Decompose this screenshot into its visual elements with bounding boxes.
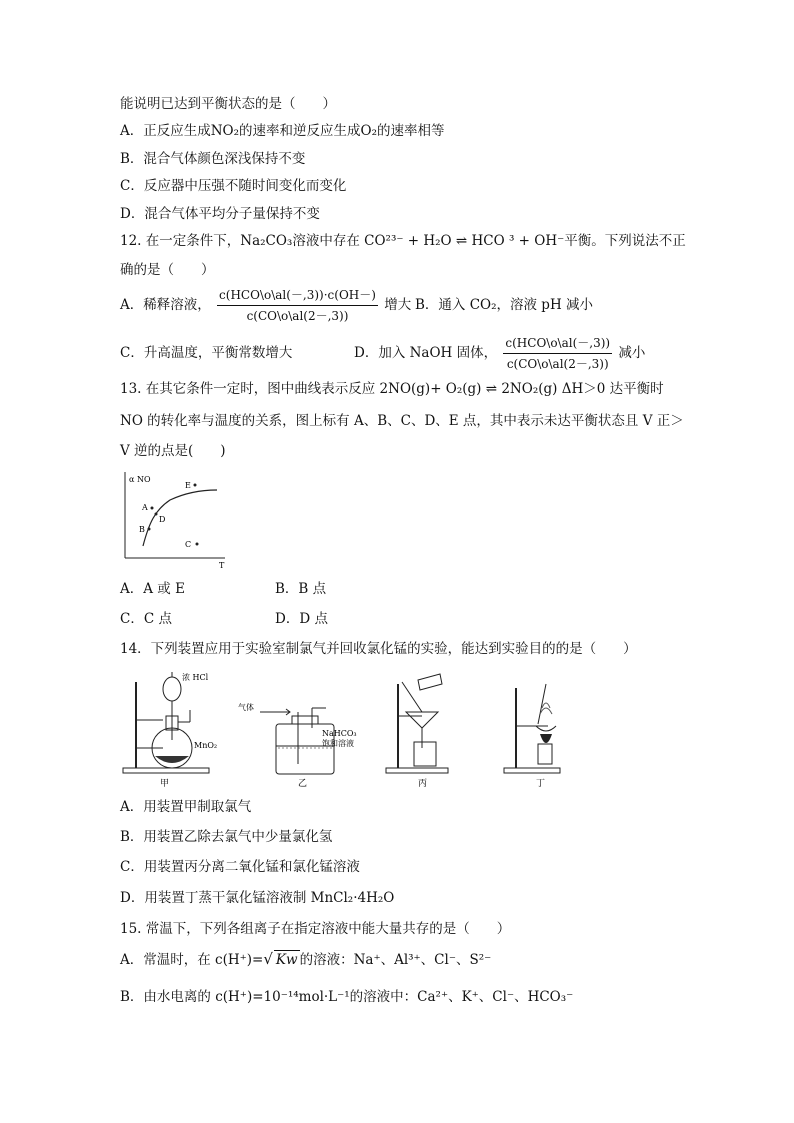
q12-a-denominator: c(CO\o\al(2－,3)) bbox=[246, 309, 349, 323]
q12-d-fraction bbox=[503, 334, 612, 373]
q11-option-a: A．正反应生成NO₂的速率和逆反应生成O₂的速率相等 bbox=[120, 123, 445, 139]
point-d bbox=[155, 513, 158, 516]
q13-stem-line1: 13. 在其它条件一定时，图中曲线表示反应 2NO(g)+ O₂(g) ⇌ 2NO₂(g) ΔH＞0 达平衡时 bbox=[120, 381, 664, 397]
label-yi: 乙 bbox=[298, 779, 308, 789]
q15-option-a bbox=[120, 950, 491, 969]
q15-a-prefix: A．常温时，在 c(H⁺)= bbox=[120, 952, 264, 968]
y-axis-label: α NO bbox=[129, 475, 151, 484]
x-axis-label: T bbox=[219, 561, 225, 570]
q15-a-sqrt: Kw bbox=[275, 952, 298, 968]
label-jia: 甲 bbox=[160, 779, 170, 789]
point-b-label: B bbox=[139, 525, 145, 534]
label-nahco3: NaHCO₃ bbox=[322, 729, 357, 738]
point-c-label: C bbox=[185, 540, 192, 549]
q14-apparatus-figure bbox=[118, 664, 578, 792]
sqrt-symbol: √ bbox=[263, 950, 273, 968]
q12-a-prefix: A．稀释溶液， bbox=[120, 297, 211, 313]
label-bing: 丙 bbox=[418, 779, 428, 789]
q13-option-b: B．B 点 bbox=[275, 581, 327, 597]
q13-option-c: C．C 点 bbox=[120, 611, 172, 627]
q11-option-b: B．混合气体颜色深浅保持不变 bbox=[120, 151, 306, 167]
label-gas: 气体 bbox=[238, 703, 254, 712]
point-a bbox=[151, 507, 154, 510]
q12-d-denominator: c(CO\o\al(2－,3)) bbox=[506, 357, 609, 371]
q12-stem-line1: 12. 在一定条件下，Na₂CO₃溶液中存在 CO²³⁻ + H₂O ⇌ HCO ³ + OH⁻平衡。下列说法不正 bbox=[120, 233, 686, 249]
q13-option-a: A．A 或 E bbox=[120, 581, 185, 597]
q13-option-d: D．D 点 bbox=[275, 611, 328, 627]
q14-option-d: D．用装置丁蒸干氯化锰溶液制 MnCl₂·4H₂O bbox=[120, 890, 395, 906]
q12-d-prefix: D．加入 NaOH 固体， bbox=[354, 345, 498, 361]
q14-option-b: B．用装置乙除去氯气中少量氯化氢 bbox=[120, 829, 333, 845]
point-d-label: D bbox=[159, 515, 166, 524]
point-a-label: A bbox=[142, 503, 148, 512]
q12-d-numerator: c(HCO\o\al(－,3)) bbox=[503, 334, 612, 354]
label-mno2: MnO₂ bbox=[194, 741, 218, 750]
q14-stem: 14．下列装置应用于实验室制氯气并回收氯化锰的实验，能达到实验目的的是（ ） bbox=[120, 641, 637, 657]
q14-option-a: A．用装置甲制取氯气 bbox=[120, 799, 252, 815]
q12-option-a bbox=[120, 286, 411, 325]
point-c bbox=[196, 543, 199, 546]
q12-a-suffix: 增大 bbox=[384, 297, 412, 313]
q13-stem-line3: V 逆的点是( ) bbox=[120, 443, 226, 459]
q15-stem: 15. 常温下，下列各组离子在指定溶液中能大量共存的是（ ） bbox=[120, 921, 511, 937]
point-b bbox=[148, 528, 151, 531]
label-saturated: 饱和溶液 bbox=[322, 739, 354, 748]
q12-stem-line2: 确的是（ ） bbox=[120, 262, 215, 278]
q12-a-numerator: c(HCO\o\al(－,3))·c(OH－) bbox=[217, 286, 378, 306]
apparatus-yi bbox=[238, 702, 357, 789]
q12-a-fraction bbox=[217, 286, 378, 325]
q12-d-suffix: 减小 bbox=[618, 345, 646, 361]
apparatus-jia bbox=[123, 672, 217, 789]
point-e bbox=[194, 484, 197, 487]
q12-option-b: B．通入 CO₂，溶液 pH 减小 bbox=[415, 297, 594, 313]
q13-graph bbox=[115, 468, 230, 570]
q11-option-c: C．反应器中压强不随时间变化而变化 bbox=[120, 178, 347, 194]
apparatus-bing bbox=[386, 674, 448, 789]
equilibrium-curve bbox=[143, 490, 217, 546]
q14-option-c: C．用装置丙分离二氧化锰和氯化锰溶液 bbox=[120, 859, 360, 875]
q15-a-suffix: 的溶液：Na⁺、Al³⁺、Cl⁻、S²⁻ bbox=[299, 952, 492, 968]
point-e-label: E bbox=[185, 481, 191, 490]
label-conc-hcl: 浓 HCl bbox=[182, 673, 209, 682]
q11-option-d: D．混合气体平均分子量保持不变 bbox=[120, 206, 320, 222]
q13-stem-line2: NO 的转化率与温度的关系，图上标有 A、B、C、D、E 点，其中表示未达平衡状态且 V 正＞ bbox=[120, 413, 684, 429]
q12-option-c: C．升高温度，平衡常数增大 bbox=[120, 345, 293, 361]
q12-option-d bbox=[354, 334, 645, 373]
label-ding: 丁 bbox=[536, 779, 546, 789]
q11-stem: 能说明已达到平衡状态的是（ ） bbox=[120, 96, 336, 112]
apparatus-ding bbox=[504, 684, 560, 789]
q15-option-b: B．由水电离的 c(H⁺)=10⁻¹⁴mol·L⁻¹的溶液中：Ca²⁺、K⁺、Cl⁻、HCO₃⁻ bbox=[120, 989, 574, 1005]
